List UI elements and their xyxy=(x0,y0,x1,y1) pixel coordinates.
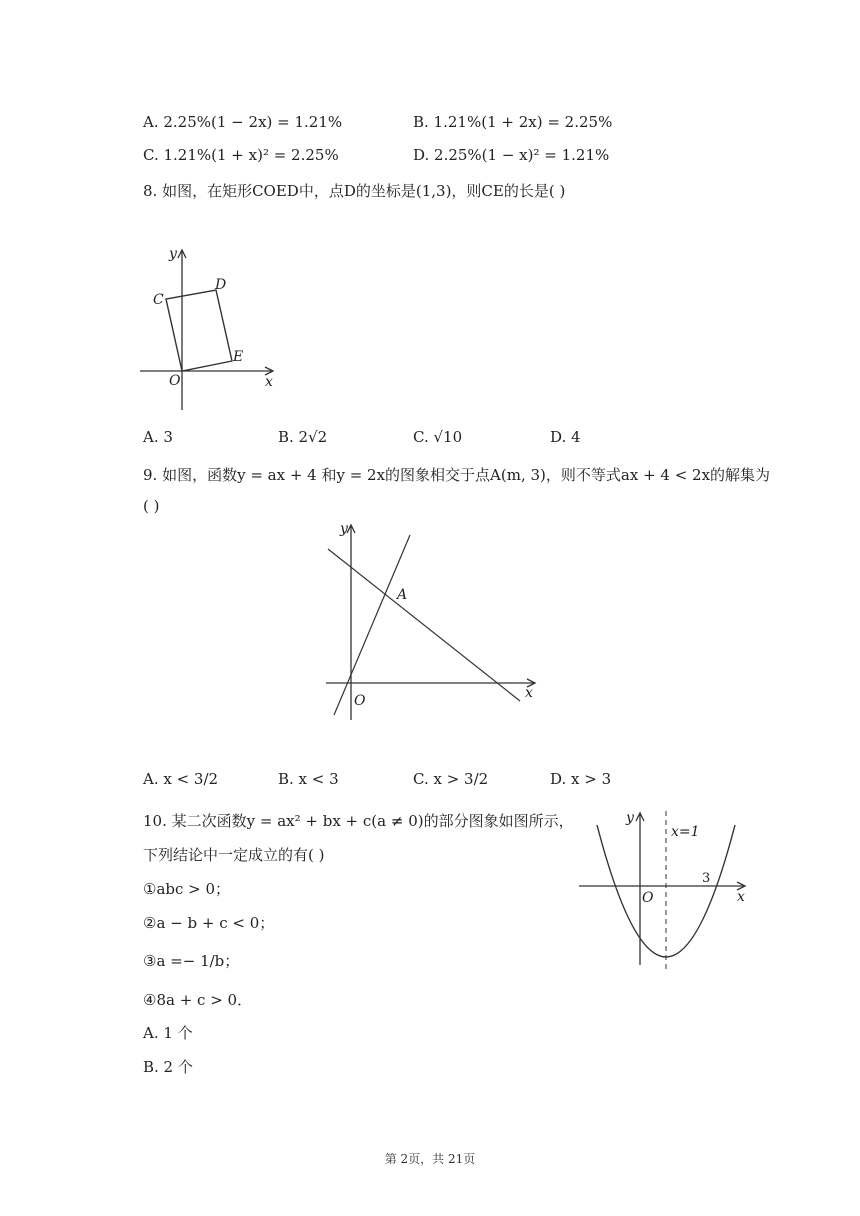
q10-label-x: x xyxy=(737,889,745,905)
q8-label-d: D xyxy=(215,277,227,293)
q8-stem: 8. 如图，在矩形COED中，点D的坐标是(1,3)，则CE的长是( ) xyxy=(143,182,566,200)
q8-label-o: O xyxy=(169,373,181,389)
q8-label-y: y xyxy=(169,246,177,262)
q10-figure xyxy=(575,805,755,975)
q7-option-c: C. 1.21%(1 + x)² = 2.25% xyxy=(143,146,339,164)
q9-option-b: B. x < 3 xyxy=(278,770,339,788)
q10-label-axis: x=1 xyxy=(671,824,700,840)
q9-label-o: O xyxy=(354,693,366,709)
page-footer: 第 2页，共 21页 xyxy=(384,1152,476,1166)
q8-rectangle-coed xyxy=(166,290,232,371)
q9-label-a: A xyxy=(397,587,408,603)
q7-option-d: D. 2.25%(1 − x)² = 1.21% xyxy=(413,146,610,164)
q8-figure xyxy=(135,240,285,415)
q9-line-ax-plus-4 xyxy=(328,549,520,701)
q7-option-b: B. 1.21%(1 + 2x) = 2.25% xyxy=(413,113,613,131)
q10-label-root: 3 xyxy=(702,871,711,886)
q9-label-y: y xyxy=(340,521,348,537)
q10-option-b: B. 2 个 xyxy=(143,1058,193,1076)
q10-stem-line2: 下列结论中一定成立的有( ) xyxy=(143,846,325,864)
q9-option-c: C. x > 3/2 xyxy=(413,770,489,788)
q8-label-c: C xyxy=(153,292,164,308)
q10-statement-1: ①abc > 0； xyxy=(143,880,231,898)
q7-option-a: A. 2.25%(1 − 2x) = 1.21% xyxy=(143,113,343,131)
q8-option-d: D. 4 xyxy=(550,428,581,446)
q9-stem-line2: ( ) xyxy=(143,497,160,515)
q8-option-c: C. √10 xyxy=(413,428,463,446)
q9-label-x: x xyxy=(525,685,533,701)
q9-figure xyxy=(320,515,545,725)
q10-option-a: A. 1 个 xyxy=(143,1024,193,1042)
q8-label-x: x xyxy=(265,374,273,390)
q10-stem-line1: 10. 某二次函数y = ax² + bx + c(a ≠ 0)的部分图象如图所示， xyxy=(143,812,574,830)
q9-line-2x xyxy=(334,535,410,715)
q10-statement-4: ④8a + c > 0． xyxy=(143,991,253,1009)
q10-label-o: O xyxy=(642,890,654,906)
q8-label-e: E xyxy=(233,349,244,365)
q8-option-a: A. 3 xyxy=(143,428,173,446)
q9-option-a: A. x < 3/2 xyxy=(143,770,219,788)
q9-stem-line1: 9. 如图，函数y = ax + 4 和y = 2x的图象相交于点A(m, 3)，则不等式ax + 4 < 2x的解集为 xyxy=(143,466,771,484)
q10-statement-3: ③a =− 1/b； xyxy=(143,952,240,970)
q8-option-b: B. 2√2 xyxy=(278,428,328,446)
q10-statement-2: ②a − b + c < 0； xyxy=(143,914,275,932)
q10-label-y: y xyxy=(626,810,634,826)
q9-option-d: D. x > 3 xyxy=(550,770,612,788)
